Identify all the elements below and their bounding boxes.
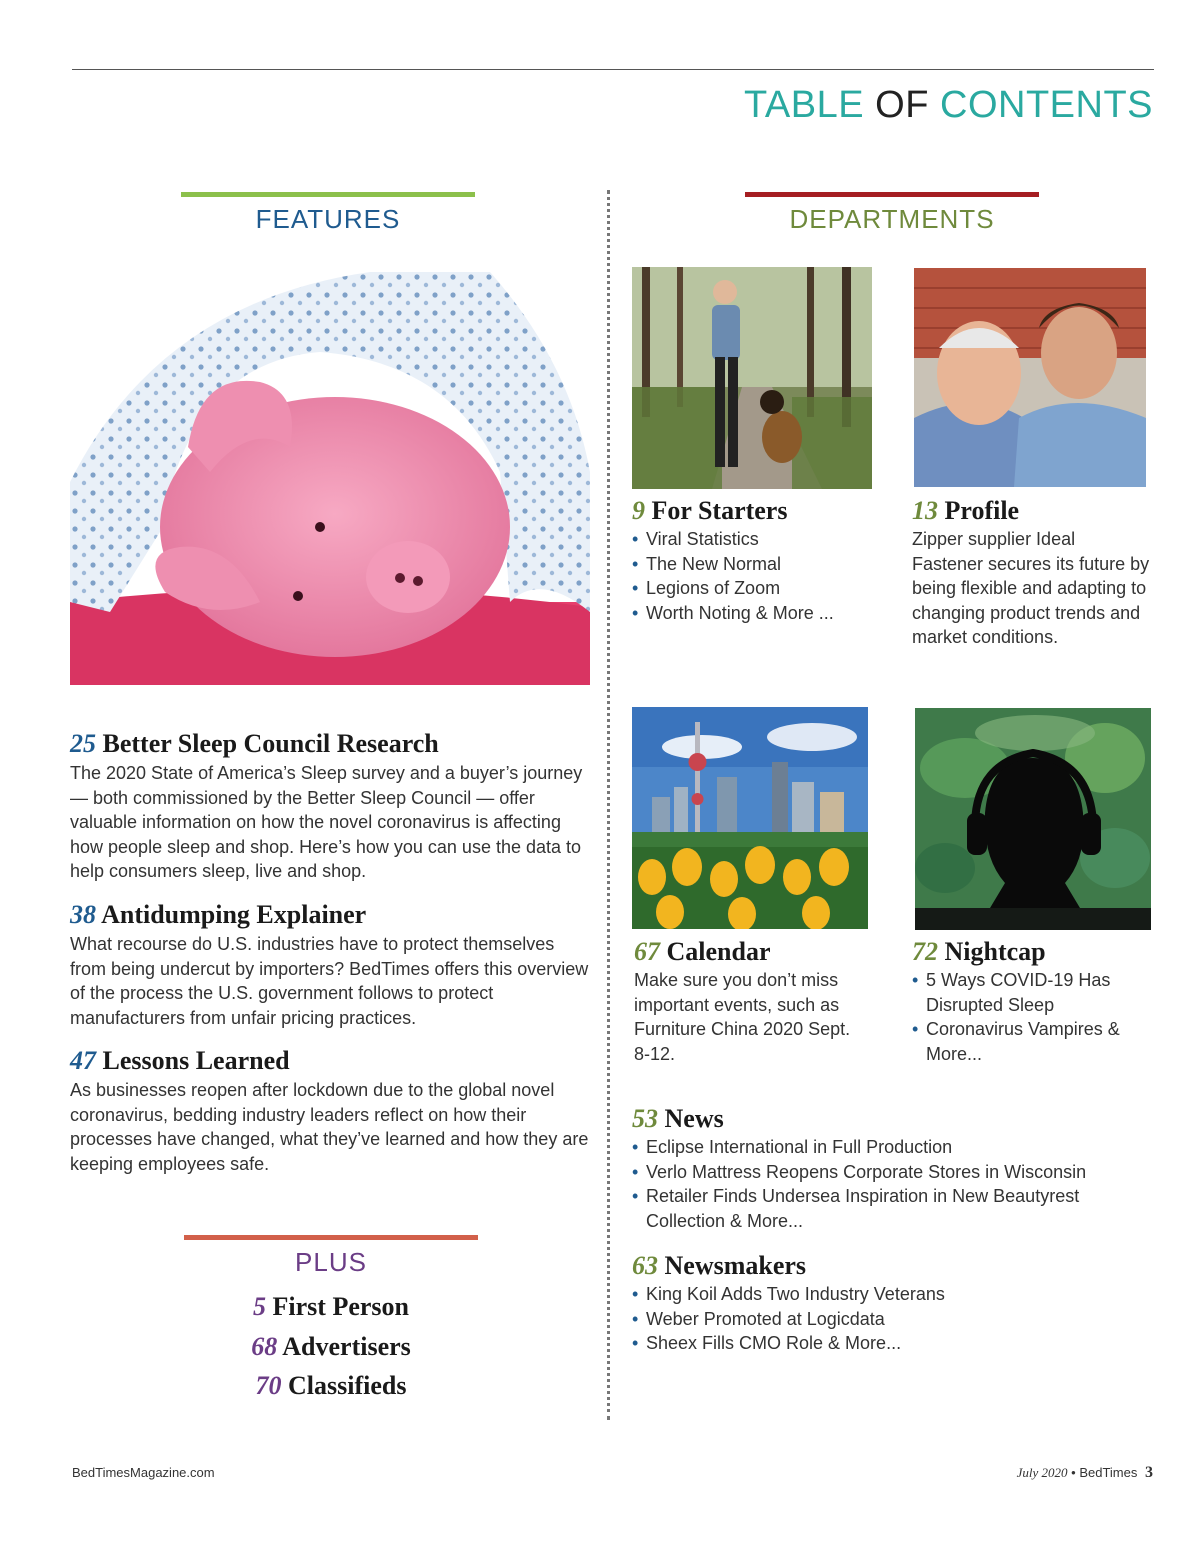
plus-item-title: Classifieds: [288, 1371, 407, 1400]
entry-title-text: Nightcap: [944, 937, 1046, 966]
features-heading: FEATURES: [255, 204, 401, 234]
page-number: 25: [70, 729, 96, 758]
plus-item[interactable]: [184, 1332, 478, 1362]
page-number: 38: [70, 900, 96, 929]
feature-entry-title[interactable]: [70, 900, 366, 930]
departments-bar: [745, 192, 1039, 197]
top-rule: [72, 69, 1154, 70]
issue-date: July 2020: [1016, 1465, 1068, 1480]
profile-photo: [914, 268, 1146, 487]
plus-item-title: First Person: [272, 1292, 409, 1321]
folio-page-number: 3: [1145, 1464, 1153, 1481]
features-bar: [181, 192, 475, 197]
list-item: • Coronavirus Vampires & More...: [912, 1017, 1142, 1066]
list-item: • Legions of Zoom: [632, 576, 882, 601]
profile-description: Zipper supplier Ideal Fastener secures its future by being flexible and adapting to changing product trends and market conditions.: [912, 529, 1150, 647]
nightcap-list: [912, 968, 1142, 1066]
list-item: • 5 Ways COVID-19 Has Disrupted Sleep: [912, 968, 1142, 1017]
woman-with-dog-photo: [632, 267, 872, 489]
entry-title-text: Lessons Learned: [102, 1046, 290, 1075]
page-number: 5: [253, 1292, 267, 1321]
page-number: 53: [632, 1104, 658, 1133]
page-number: 9: [632, 496, 645, 525]
feature-entry-description: What recourse do U.S. industries have to protect themselves from being undercut by importers? BedTimes offers this overview of the process the U.S. government follows to protect manufacturers from unfair pricing practices.: [70, 934, 589, 1028]
list-item: • Sheex Fills CMO Role & More...: [632, 1331, 1132, 1356]
entry-title-text: For Starters: [651, 496, 788, 525]
department-entry-title[interactable]: [634, 937, 771, 967]
departments-heading: DEPARTMENTS: [789, 204, 995, 234]
column-divider: [607, 190, 610, 1420]
footer-website: BedTimesMagazine.com: [72, 1465, 215, 1480]
page-number: 67: [634, 937, 660, 966]
magazine-name: BedTimes: [1079, 1465, 1138, 1480]
title-word-table: TABLE: [744, 84, 865, 126]
feature-entry-description: The 2020 State of America’s Sleep survey and a buyer’s journey — both commissioned by the Better Sleep Council — offer valuable information on how the novel coronavirus is affecting how people sleep and shop. Here’s how you can use the data to help consumers sleep, live and shop.: [70, 763, 583, 881]
news-list: [632, 1135, 1132, 1233]
plus-item[interactable]: [184, 1292, 478, 1322]
newsmakers-list: [632, 1282, 1132, 1356]
calendar-description: Make sure you don’t miss important events, such as Furniture China 2020 Sept. 8-12.: [634, 970, 851, 1064]
entry-title-text: News: [664, 1104, 724, 1133]
page-title: [744, 84, 1153, 127]
footer-folio: [1017, 1464, 1153, 1482]
page-number: 63: [632, 1251, 658, 1280]
department-entry-title[interactable]: [912, 496, 1019, 526]
list-item: • King Koil Adds Two Industry Veterans: [632, 1282, 1132, 1307]
footer-separator: •: [1071, 1465, 1076, 1480]
page-number: 72: [912, 937, 938, 966]
page-number: 70: [255, 1371, 282, 1400]
plus-item-title: Advertisers: [282, 1332, 411, 1361]
list-item: • Weber Promoted at Logicdata: [632, 1307, 1132, 1332]
entry-title-text: Newsmakers: [664, 1251, 807, 1280]
plus-heading: PLUS: [295, 1247, 367, 1277]
plus-bar: [184, 1235, 478, 1240]
list-item: • Retailer Finds Undersea Inspiration in New Beautyrest Collection & More...: [632, 1184, 1132, 1233]
list-item: • Worth Noting & More ...: [632, 601, 882, 626]
department-entry-title[interactable]: [632, 1251, 806, 1281]
title-word-of: OF: [875, 84, 929, 126]
gamer-silhouette-photo: [915, 708, 1151, 930]
feature-entry-title[interactable]: [70, 1046, 290, 1076]
list-item: • Verlo Mattress Reopens Corporate Stores in Wisconsin: [632, 1160, 1132, 1185]
piggy-bank-photo: [70, 272, 590, 685]
entry-title-text: Calendar: [666, 937, 771, 966]
title-word-contents: CONTENTS: [940, 84, 1153, 126]
list-item: • The New Normal: [632, 552, 882, 577]
department-entry-title[interactable]: [632, 1104, 724, 1134]
entry-title-text: Better Sleep Council Research: [102, 729, 439, 758]
page-number: 13: [912, 496, 938, 525]
city-tulips-photo: [632, 707, 868, 929]
feature-entry-title[interactable]: [70, 729, 439, 759]
plus-item[interactable]: [184, 1371, 478, 1401]
department-entry-title[interactable]: [632, 496, 787, 526]
list-item: • Viral Statistics: [632, 527, 882, 552]
entry-title-text: Antidumping Explainer: [101, 900, 367, 929]
for-starters-list: [632, 527, 882, 625]
feature-entry-description: As businesses reopen after lockdown due to the global novel coronavirus, bedding industry leaders reflect on how their processes have changed, what they’ve learned and how they are keeping employees safe.: [70, 1080, 589, 1174]
list-item: • Eclipse International in Full Production: [632, 1135, 1132, 1160]
page-number: 68: [251, 1332, 278, 1361]
page-number: 47: [70, 1046, 96, 1075]
entry-title-text: Profile: [944, 496, 1020, 525]
department-entry-title[interactable]: [912, 937, 1046, 967]
